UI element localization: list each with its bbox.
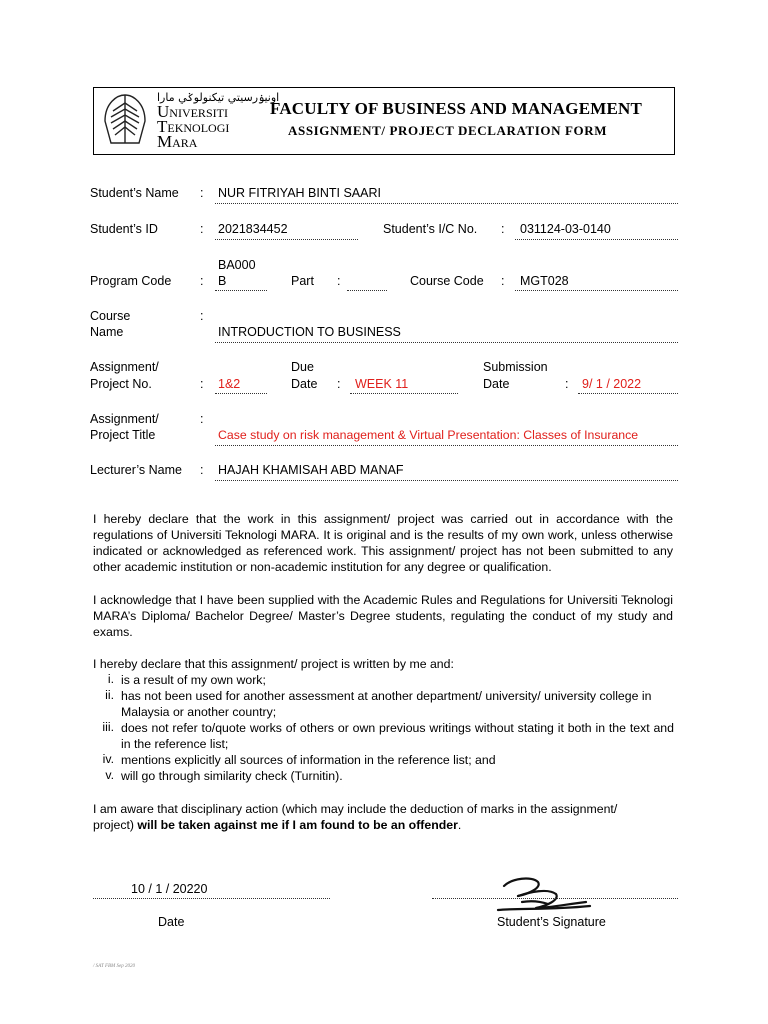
colon: : (200, 186, 204, 200)
course-code-line (515, 290, 678, 291)
project-title-label-line1: Assignment/ (90, 412, 159, 426)
university-name-line1: Universiti (157, 102, 228, 121)
declaration-intro: I hereby declare that this assignment/ project is written by me and: (93, 657, 454, 671)
signature-line (432, 898, 678, 899)
date-label: Date (158, 915, 185, 929)
student-id-label: Student’s ID (90, 222, 158, 236)
colon: : (337, 274, 341, 288)
part-label: Part (291, 274, 314, 288)
course-code-value: MGT028 (520, 274, 569, 288)
list-item-number: i. (107, 672, 114, 686)
form-code: / SAT FBM Sep 2020 (93, 964, 135, 969)
course-name-value: INTRODUCTION TO BUSINESS (218, 325, 401, 339)
student-id-line (215, 239, 358, 240)
university-name-line2: Teknologi (157, 117, 230, 136)
uitm-logo (99, 91, 280, 151)
date-value: 10 / 1 / 20220 (131, 882, 208, 896)
assignment-no-value: 1&2 (218, 377, 241, 391)
ic-value: 031124-03-0140 (520, 222, 611, 236)
colon: : (200, 377, 204, 391)
colon: : (337, 377, 341, 391)
colon: : (200, 412, 204, 426)
handwritten-signature (490, 872, 600, 918)
signature-label: Student’s Signature (497, 915, 606, 929)
list-item: does not refer to/quote works of others or own previous writings without stating it both in the text and in the reference list; (121, 721, 674, 751)
submission-label-line2: Date (483, 377, 510, 391)
lecturer-line (215, 480, 678, 481)
form-subtitle: ASSIGNMENT/ PROJECT DECLARATION FORM (288, 123, 608, 138)
jawi-text: اونيۏرسيتي تيكنولوݢي مارا (157, 91, 280, 104)
program-code-label: Program Code (90, 274, 172, 288)
due-label-line1: Due (291, 360, 314, 374)
colon: : (200, 463, 204, 477)
colon: : (565, 377, 569, 391)
lecturer-value: HAJAH KHAMISAH ABD MANAF (218, 463, 404, 477)
faculty-title: FACULTY OF BUSINESS AND MANAGEMENT (270, 99, 643, 118)
project-title-value: Case study on risk management & Virtual Presentation: Classes of Insurance (218, 428, 639, 442)
list-item: has not been used for another assessment at another department/ university/ university college in Malaysia or another country; (121, 689, 652, 719)
program-code-line (215, 290, 267, 291)
ic-label: Student’s I/C No. (383, 222, 478, 236)
list-item-number: v. (105, 768, 114, 782)
part-line (347, 290, 387, 291)
due-date-value: WEEK 11 (355, 377, 409, 391)
declaration-p4-line2-end: . (457, 818, 462, 832)
list-item-number: iii. (102, 720, 114, 734)
declaration-paragraph-2: I acknowledge that I have been supplied with the Academic Rules and Regulations for Universiti Teknologi MARA’s Diploma/ Bachelor Degree/ Master’s Degree students, regulating the conduct of my study and exams. (93, 593, 673, 639)
colon: : (501, 274, 505, 288)
declaration-p4-line1: I am aware that disciplinary action (which may include the deduction of marks in the assignment/ (93, 802, 618, 816)
student-id-value: 2021834452 (218, 222, 288, 236)
program-code-value-line1: BA000 (218, 258, 256, 272)
assignment-no-label-line1: Assignment/ (90, 360, 159, 374)
course-name-line (215, 342, 678, 343)
student-name-value: NUR FITRIYAH BINTI SAARI (218, 186, 381, 200)
course-name-label-line1: Course (90, 309, 131, 323)
submission-label-line1: Submission (483, 360, 548, 374)
list-item-number: ii. (105, 688, 114, 702)
due-label-line2: Date (291, 377, 318, 391)
declaration-p4-line2-bold: will be taken against me if I am found to be an offender (137, 818, 458, 832)
assignment-no-line (215, 393, 267, 394)
list-item: will go through similarity check (Turnitin). (121, 769, 343, 783)
list-item: is a result of my own work; (121, 673, 266, 687)
submission-date-value: 9/ 1 / 2022 (582, 377, 642, 391)
project-title-label-line2: Project Title (90, 428, 156, 442)
university-name-line3: Mara (157, 132, 198, 151)
colon: : (200, 274, 204, 288)
declaration-p4-line2-normal: project) (93, 818, 138, 832)
declaration-paragraph-1: I hereby declare that the work in this assignment/ project was carried out in accordance with the regulations of Universiti Teknologi MARA. It is original and is the results of my own work, unless otherwise indicated or acknowledged as referenced work. This assignment/ project has not been submitted to any other academic institution or non-academic institution for any degree or qualification. (93, 512, 673, 574)
colon: : (501, 222, 505, 236)
due-date-line (350, 393, 458, 394)
colon: : (200, 309, 204, 323)
list-item: mentions explicitly all sources of information in the reference list; and (121, 753, 496, 767)
assignment-no-label-line2: Project No. (90, 377, 152, 391)
submission-date-line (578, 393, 678, 394)
ic-line (515, 239, 678, 240)
student-name-line (215, 203, 678, 204)
list-item-number: iv. (102, 752, 114, 766)
course-name-label-line2: Name (90, 325, 124, 339)
colon: : (200, 222, 204, 236)
declaration-paragraph-4 (93, 801, 673, 833)
lecturer-label: Lecturer’s Name (90, 463, 182, 477)
date-line (93, 898, 330, 899)
project-title-line (215, 445, 678, 446)
course-code-label: Course Code (410, 274, 484, 288)
student-name-label: Student’s Name (90, 186, 179, 200)
program-code-value-line2: B (218, 274, 227, 288)
